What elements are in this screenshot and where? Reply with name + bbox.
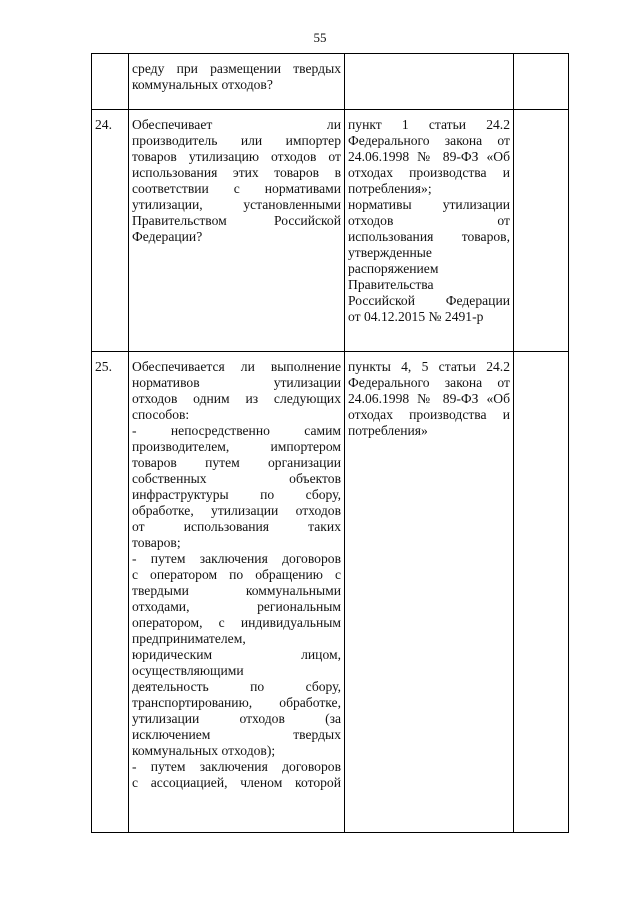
text-line: среду при размещении твердых (132, 61, 341, 76)
text-line: твердыми коммунальными (132, 583, 341, 598)
text-line: Федерального закона от (348, 375, 510, 390)
table-row (92, 352, 569, 833)
text-line: потребления» (348, 423, 428, 438)
checklist-table (91, 53, 569, 833)
reference-cell (345, 54, 514, 110)
text-line: отходов от (348, 213, 510, 228)
text-line: пункты 4, 5 статьи 24.2 (348, 359, 510, 374)
text-line: Федерации? (132, 229, 203, 244)
text-line: 24.06.1998 № 89-ФЗ «Об (348, 149, 510, 164)
text-line: Правительством Российской (132, 213, 341, 228)
text-line: - путем заключения договоров (132, 759, 341, 774)
text-line: юридическим лицом, (132, 647, 341, 662)
text-line: товаров утилизацию отходов от (132, 149, 341, 164)
text-line: использования товаров, (348, 229, 510, 244)
row-number-cell: 25. (92, 352, 129, 833)
text-line: собственных объектов (132, 471, 341, 486)
text-line: исключением твердых (132, 727, 341, 742)
text-line: Российской Федерации (348, 293, 510, 308)
text-line: отходами, региональным (132, 599, 341, 614)
row-number-cell (92, 54, 129, 110)
text-line: от использования таких (132, 519, 341, 534)
text-line: Правительства (348, 277, 434, 292)
text-line: утилизации, установленными (132, 197, 341, 212)
text-line: товаров путем организации (132, 455, 341, 470)
text-line: коммунальных отходов? (132, 77, 273, 92)
answer-cell (514, 110, 569, 352)
text-line: с оператором по обращению с (132, 567, 341, 582)
text-line: отходах производства и (348, 407, 510, 422)
text-line: способов: (132, 407, 190, 422)
text-line: от 04.12.2015 № 2491-р (348, 309, 484, 324)
text-line: использования этих товаров в (132, 165, 341, 180)
question-cell (129, 352, 345, 833)
table-row (92, 110, 569, 352)
page-number: 55 (313, 30, 327, 45)
text-line: утвержденные (348, 245, 432, 260)
text-line: производителем, импортером (132, 439, 341, 454)
text-line: - непосредственно самим (132, 423, 341, 438)
table-row (92, 54, 569, 110)
text-line: нормативов утилизации (132, 375, 341, 390)
question-cell (129, 110, 345, 352)
text-line: отходах производства и (348, 165, 510, 180)
text-line: Федерального закона от (348, 133, 510, 148)
text-line: товаров; (132, 535, 181, 550)
text-line: инфраструктуры по сбору, (132, 487, 341, 502)
text-line: деятельность по сбору, (132, 679, 341, 694)
text-line: - путем заключения договоров (132, 551, 341, 566)
text-line: производитель или импортер (132, 133, 341, 148)
reference-cell (345, 352, 514, 833)
text-line: распоряжением (348, 261, 439, 276)
text-line: 24.06.1998 № 89-ФЗ «Об (348, 391, 510, 406)
answer-cell (514, 54, 569, 110)
text-line: с ассоциацией, членом которой (132, 775, 341, 790)
text-line: нормативы утилизации (348, 197, 510, 212)
text-line: Обеспечивает ли (132, 117, 341, 132)
text-line: оператором, с индивидуальным (132, 615, 341, 630)
reference-cell (345, 110, 514, 352)
text-line: обработке, утилизации отходов (132, 503, 341, 518)
text-line: Обеспечивается ли выполнение (132, 359, 341, 374)
text-line: коммунальных отходов); (132, 743, 276, 758)
row-number-cell: 24. (92, 110, 129, 352)
text-line: предпринимателем, (132, 631, 246, 646)
text-line: соответствии с нормативами (132, 181, 341, 196)
text-line: осуществляющими (132, 663, 244, 678)
text-line: транспортированию, обработке, (132, 695, 341, 710)
text-line: пункт 1 статьи 24.2 (348, 117, 510, 132)
text-line: отходов одним из следующих (132, 391, 341, 406)
text-line: утилизации отходов (за (132, 711, 341, 726)
answer-cell (514, 352, 569, 833)
text-line: потребления»; (348, 181, 432, 196)
question-cell (129, 54, 345, 110)
